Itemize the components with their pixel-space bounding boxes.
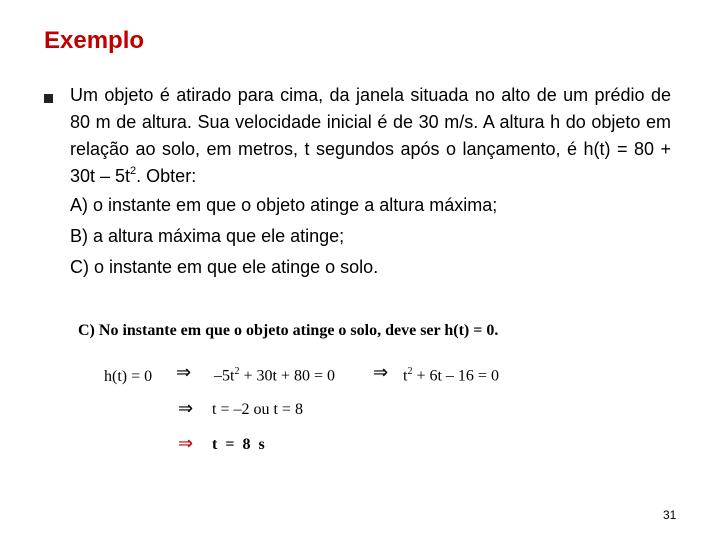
bullet-square-icon: [44, 94, 53, 103]
implies-arrow-icon: ⇒: [176, 362, 192, 383]
page-number: 31: [663, 508, 677, 522]
solution-intro: C) No instante em que o objeto atinge o solo, deve ser h(t) = 0.: [78, 322, 499, 339]
problem-statement: [70, 82, 671, 190]
final-answer: t = 8 s: [212, 436, 267, 453]
implies-arrow-icon: ⇒: [178, 398, 194, 419]
equation-roots: t = –2 ou t = 8: [212, 401, 303, 418]
question-item-a: A) o instante em que o objeto atinge a altura máxima;: [70, 195, 498, 215]
equation-lhs: h(t) = 0: [104, 368, 153, 385]
question-item-b: B) a altura máxima que ele atinge;: [70, 226, 345, 246]
equation-simplified: $t^2 + 6t - 16 = 0$: [403, 366, 499, 385]
problem-text-end: . Obter:: [136, 166, 197, 186]
equation-quadratic: $-5t^2 + 30t + 80 = 0$: [214, 366, 335, 385]
question-item-c: C) o instante em que ele atinge o solo.: [70, 257, 379, 277]
answer-arrow-icon: ⇒: [178, 433, 194, 454]
problem-exponent: 2: [130, 165, 137, 177]
problem-text: Um objeto é atirado para cima, da janela situada no alto de um prédio de 80 m de altura. Sua velocidade inicial é de 30 m/s. A altura h do objeto em relação ao solo, em metros, t segundos após o lançamento, é h(t) = 80 + 30t – 5t: [70, 85, 671, 186]
slide-title: Exemplo: [44, 27, 145, 54]
implies-arrow-icon: ⇒: [373, 362, 389, 383]
